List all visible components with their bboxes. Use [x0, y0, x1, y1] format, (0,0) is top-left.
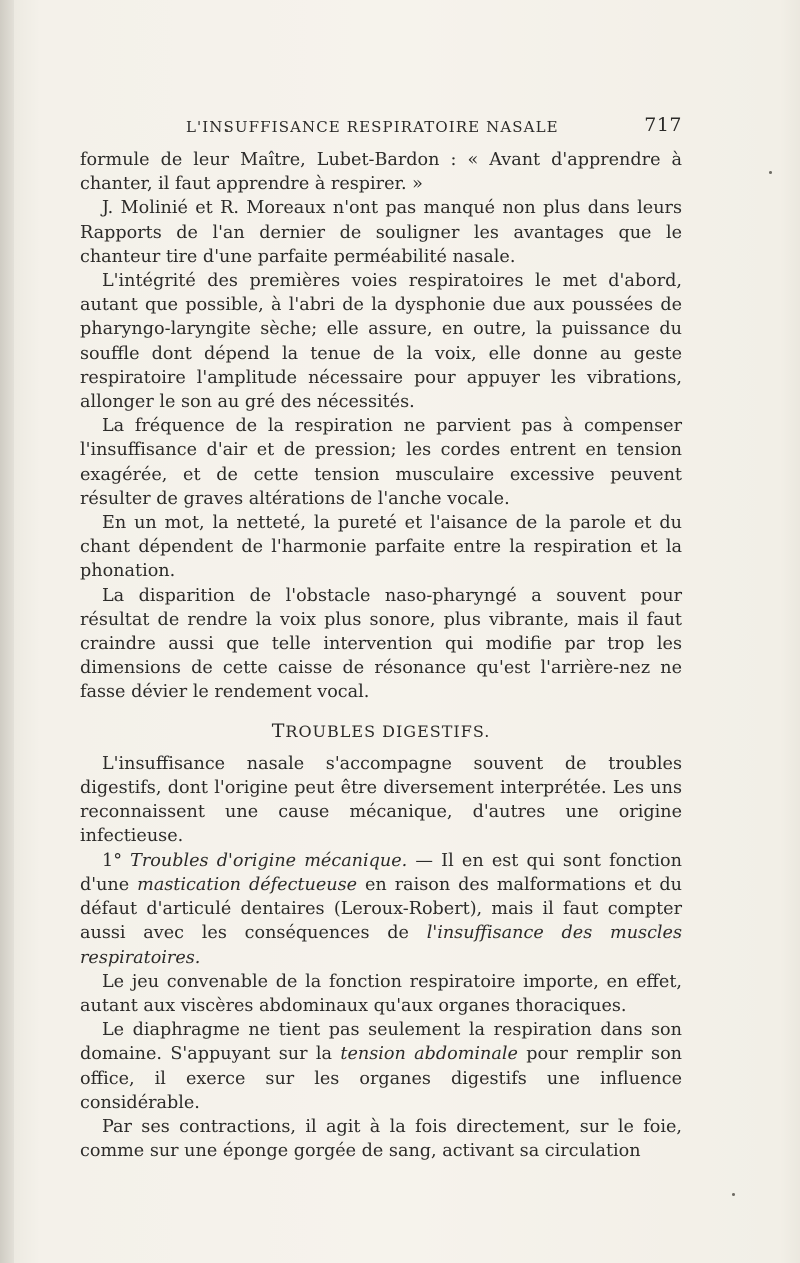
text-segment: en raison des malformations et du défaut d'articulé dentaires (Leroux-Robert), mais il faut compter aussi avec les conséquences de — [80, 874, 682, 944]
text-segment: Le jeu convenable de la fonction respiratoire importe, en effet, autant aux viscères abdominaux qu'aux organes thoraciques. — [80, 971, 682, 1016]
italic-text: mastication défectueuse — [137, 874, 358, 895]
text-segment: J. Molinié et R. Moreaux n'ont pas manqué non plus dans leurs Rapports de l'an dernier de souligner les avantages que le chanteur tire d'une parfaite perméabilité nasale. — [80, 198, 682, 267]
section-heading-initial: T — [271, 719, 286, 742]
italic-text: Troubles d'origine mécanique. — [130, 850, 408, 871]
page-binding-edge — [0, 0, 14, 1263]
text-segment: Par ses contractions, il agit à la fois directement, sur le foie, comme sur une éponge gorgée de sang, activant sa circulation — [80, 1116, 682, 1162]
text-segment: La fréquence de la respiration ne parvient pas à compenser l'insuffisance d'air et de pression; les cordes entrent en tension exagérée, et de cette tension musculaire excessive peuvent résulter de graves altérations de l'anche vocale. — [80, 416, 682, 509]
text-segment: La disparition de l'obstacle naso-pharyngé a souvent pour résultat de rendre la voix plus sonore, plus vibrante, mais il faut craindre aussi que telle intervention qui modifie par trop les dimensions de cette caisse de résonance qu'est l'arrière-nez ne fasse dévier le rendement vocal. — [80, 585, 682, 703]
italic-text: l'insuffisance des muscles respiratoires. — [80, 923, 682, 968]
text-segment: — Il en est qui sont fonction d'une — [80, 850, 682, 895]
paragraph — [80, 970, 682, 1018]
section-heading-rest: ROUBLES DIGESTIFS. — [285, 721, 491, 741]
paragraph — [80, 1115, 682, 1163]
text-segment: Le diaphragme ne tient pas seulement la respiration dans son domaine. S'appuyant sur la — [80, 1020, 682, 1065]
paragraphs-after-heading — [80, 752, 682, 1163]
paragraph — [80, 148, 682, 196]
text-segment: En un mot, la netteté, la pureté et l'aisance de la parole et du chant dépendent de l'harmonie parfaite entre la respiration et la phonation. — [80, 513, 682, 582]
speck — [769, 171, 772, 174]
paragraph — [80, 849, 682, 970]
text-segment: 1° — [102, 850, 131, 871]
section-heading — [80, 719, 682, 744]
paragraph — [80, 196, 682, 269]
text-column — [80, 114, 682, 1163]
paragraph — [80, 584, 682, 705]
paragraph — [80, 511, 682, 584]
paragraph — [80, 414, 682, 511]
text-segment: L'intégrité des premières voies respiratoires le met d'abord, autant que possible, à l'abri de la dysphonie due aux poussées de pharyngo-laryngite sèche; elle assure, en outre, la puissance du souffle dont dépend la tenue de la voix, elle donne au geste respiratoire l'amplitude nécessaire pour appuyer les vibrations, allonger le son au gré des nécessités. — [80, 271, 682, 413]
italic-text: tension abdominale — [340, 1044, 518, 1065]
page-number: 717 — [644, 114, 682, 136]
paragraph — [80, 1018, 682, 1115]
speck — [732, 1193, 735, 1196]
paragraph — [80, 752, 682, 849]
text-segment: formule de leur Maître, Lubet-Bardon : « Avant d'apprendre à chanter, il faut apprendre à respirer. » — [80, 150, 682, 195]
text-segment: pour remplir son office, il exerce sur les organes digestifs une influence considérable. — [80, 1044, 682, 1113]
text-segment: L'insuffisance nasale s'accompagne souvent de troubles digestifs, dont l'origine peut être diversement interprétée. Les uns reconnaissent une cause mécanique, d'autres une origine infectieuse. — [80, 753, 682, 847]
running-head: L'INSUFFISANCE RESPIRATOIRE NASALE — [186, 118, 559, 136]
paragraphs-before-heading — [80, 148, 682, 705]
body-text — [80, 148, 682, 1163]
page-header — [80, 114, 682, 148]
paragraph — [80, 269, 682, 414]
